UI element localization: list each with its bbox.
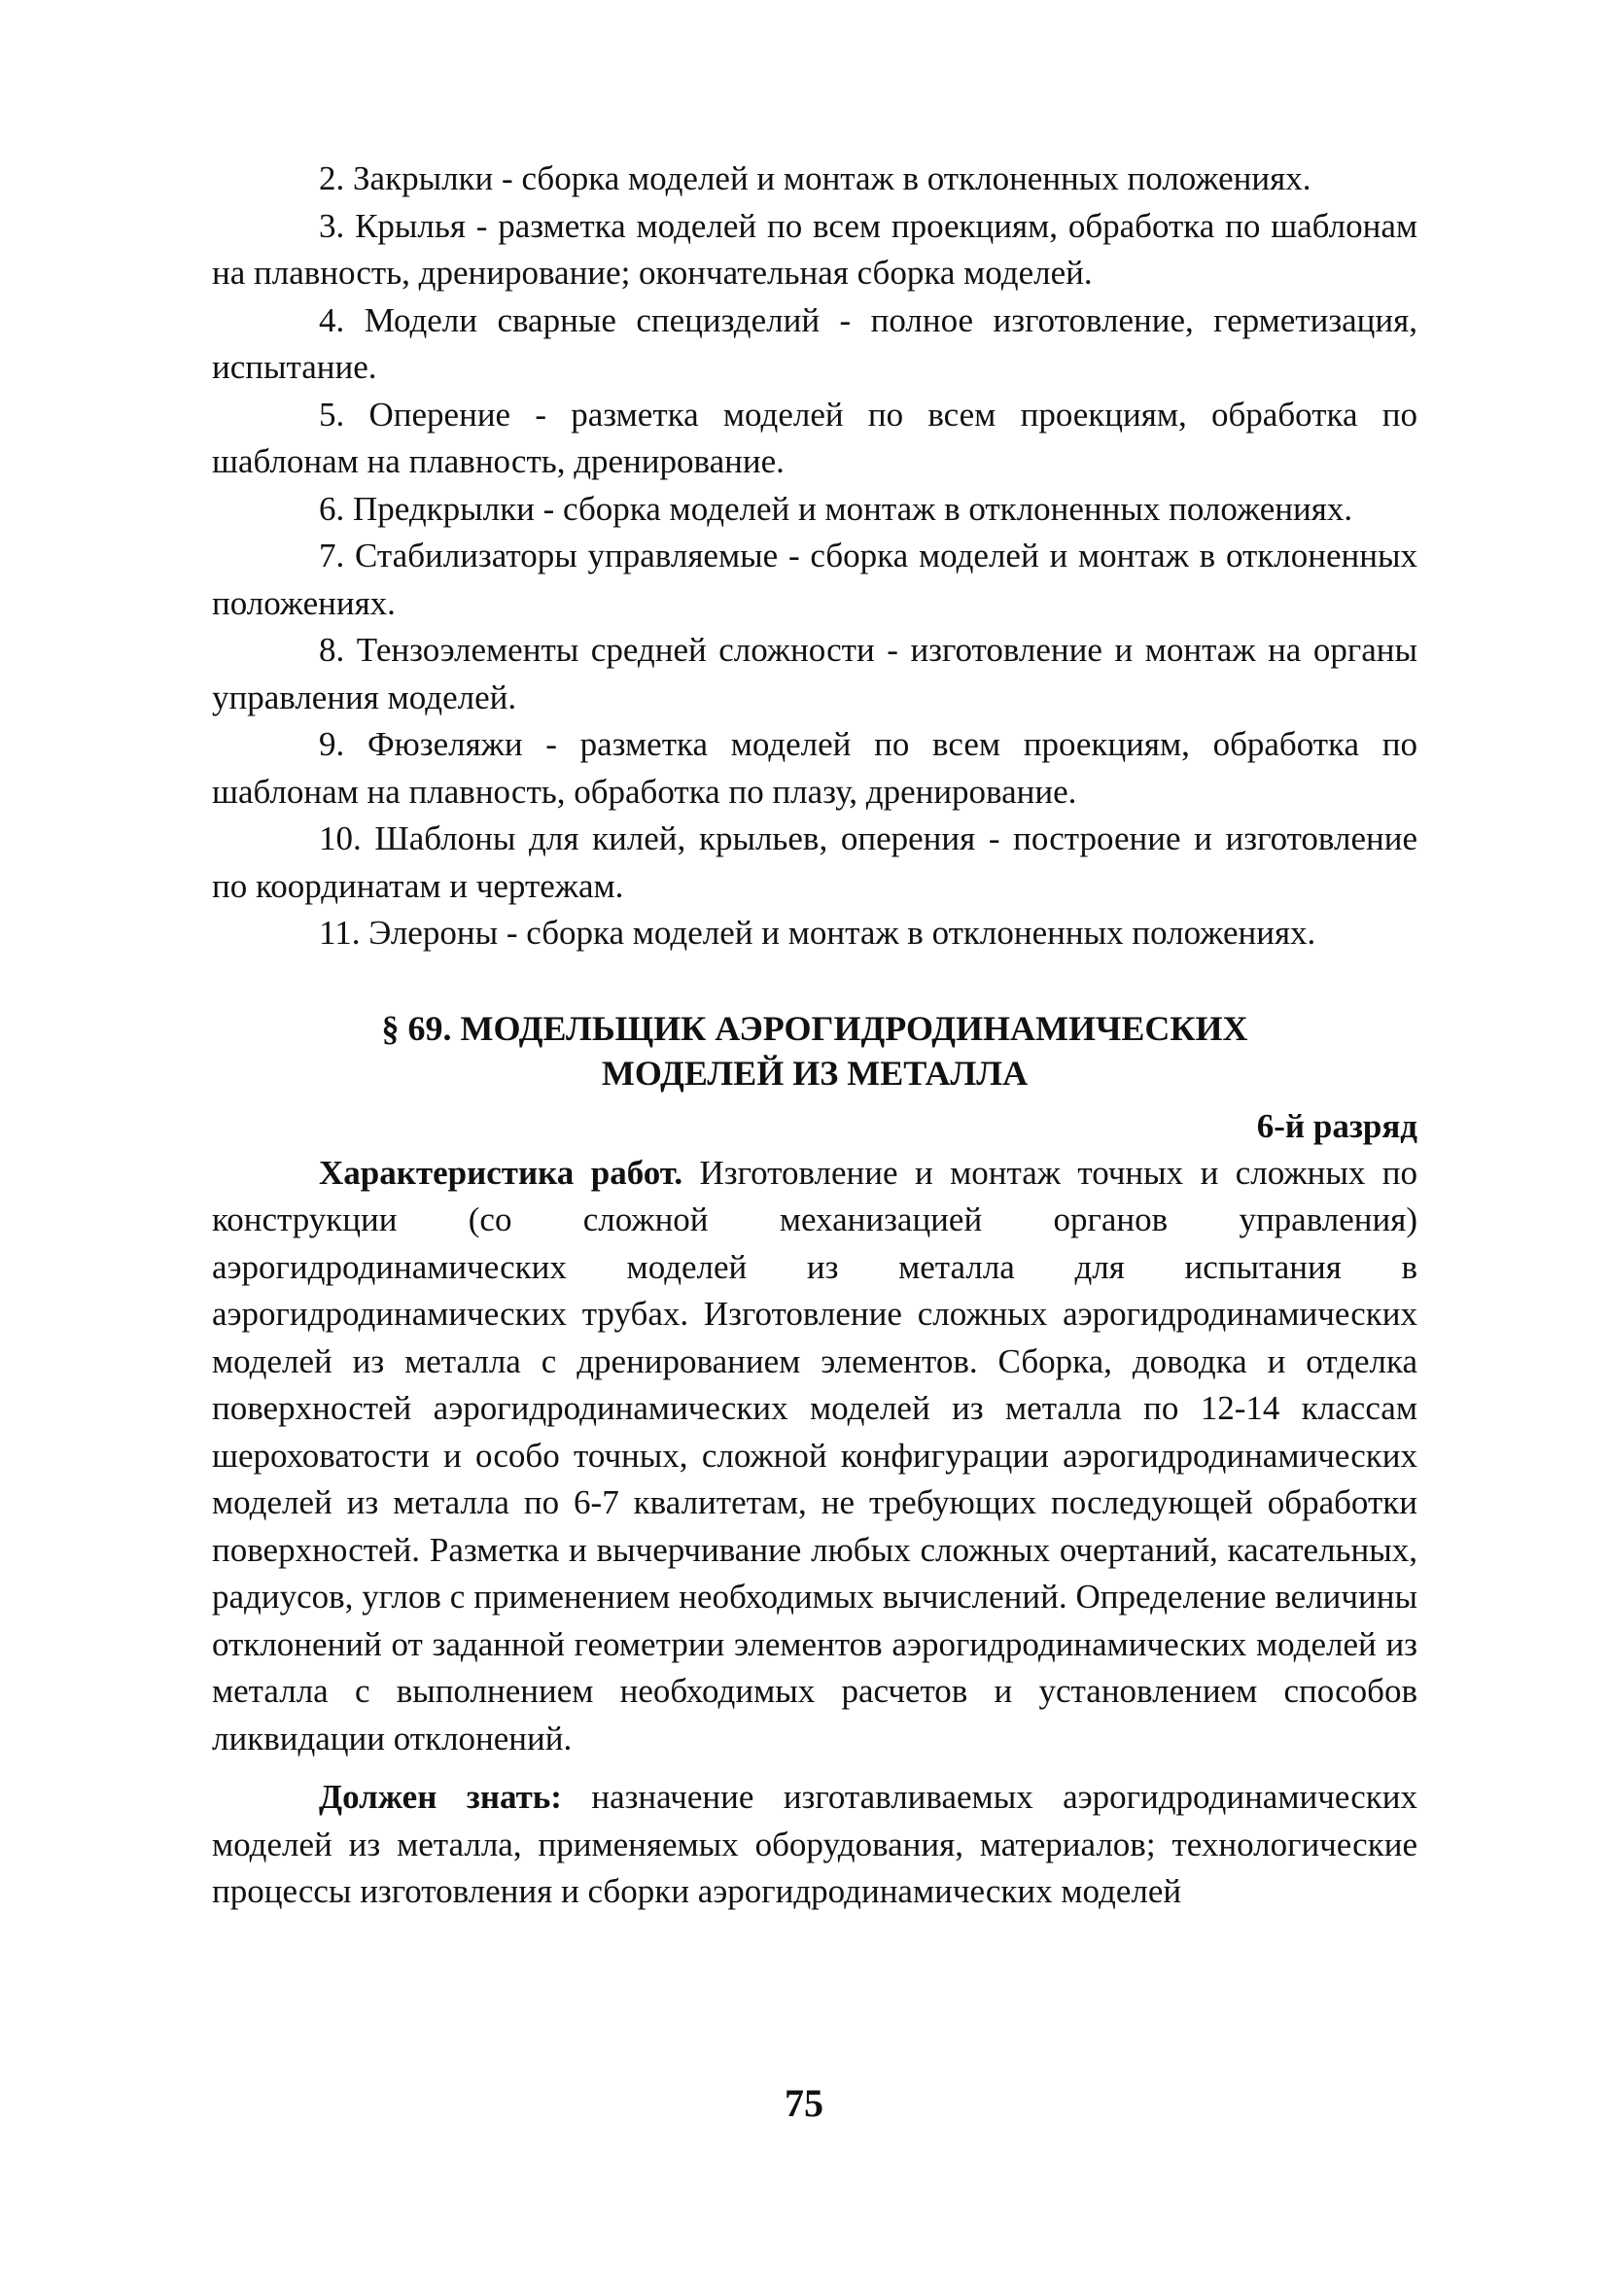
section-title	[212, 1006, 1417, 1096]
page-number: 75	[785, 2081, 823, 2125]
characteristic-label: Характеристика работ.	[319, 1153, 683, 1192]
list-item: 8. Тензоэлементы средней сложности - изготовление и монтаж на органы управления моделей.	[212, 631, 1417, 716]
section-title-line-1: § 69. МОДЕЛЬЩИК АЭРОГИДРОДИНАМИЧЕСКИХ	[381, 1008, 1248, 1048]
must-know-label: Должен знать:	[319, 1778, 562, 1816]
document-page	[212, 156, 1417, 1916]
list-item: 4. Модели сварные специзделий - полное изготовление, герметизация, испытание.	[212, 300, 1417, 386]
list-item: 10. Шаблоны для килей, крыльев, оперения - построение и изготовление по координатам и чертежам.	[212, 819, 1417, 905]
list-item: 2. Закрылки - сборка моделей и монтаж в отклоненных положениях.	[319, 159, 1311, 197]
must-know-paragraph	[212, 1774, 1417, 1916]
grade-label: 6-й разряд	[1256, 1106, 1417, 1145]
list-block	[212, 156, 1417, 957]
list-item: 9. Фюзеляжи - разметка моделей по всем проекциям, обработка по шаблонам на плавность, обработка по плазу, дренирование.	[212, 725, 1417, 811]
list-item: 6. Предкрылки - сборка моделей и монтаж в отклоненных положениях.	[319, 489, 1353, 528]
list-item: 11. Элероны - сборка моделей и монтаж в отклоненных положениях.	[319, 914, 1316, 952]
characteristic-paragraph	[212, 1150, 1417, 1763]
list-item: 5. Оперение - разметка моделей по всем проекциям, обработка по шаблонам на плавность, дренирование.	[212, 395, 1417, 480]
section-title-line-2: МОДЕЛЕЙ ИЗ МЕТАЛЛА	[601, 1053, 1029, 1093]
characteristic-text: Изготовление и монтаж точных и сложных по конструкции (со сложной механизацией органов управления) аэрогидродинамических моделей из металла для испытания в аэрогидродинамических трубах. Изготовление сложных аэрогидродинамических моделей из металла с дренированием элементов. Сборка, доводка и отделка поверхностей аэрогидродинамических моделей из металла по 12-14 классам шероховатости и особо точных, сложной конфигурации аэрогидродинамических моделей из металла по 6-7 квалитетам, не требующих последующей обработки поверхностей. Разметка и вычерчивание любых сложных очертаний, касательных, радиусов, углов с применением необходимых вычислений. Определение величины отклонений от заданной геометрии элементов аэрогидродинамических моделей из металла с выполнением необходимых расчетов и установлением способов ликвидации отклонений.	[212, 1153, 1417, 1757]
must-know-text: назначение изготавливаемых аэрогидродинамических моделей из металла, применяемых оборудования, материалов; технологические процессы изготовления и сборки аэрогидродинамических моделей	[212, 1778, 1418, 1910]
list-item: 3. Крылья - разметка моделей по всем проекциям, обработка по шаблонам на плавность, дренирование; окончательная сборка моделей.	[212, 206, 1417, 292]
list-item: 7. Стабилизаторы управляемые - сборка моделей и монтаж в отклоненных положениях.	[212, 537, 1417, 622]
